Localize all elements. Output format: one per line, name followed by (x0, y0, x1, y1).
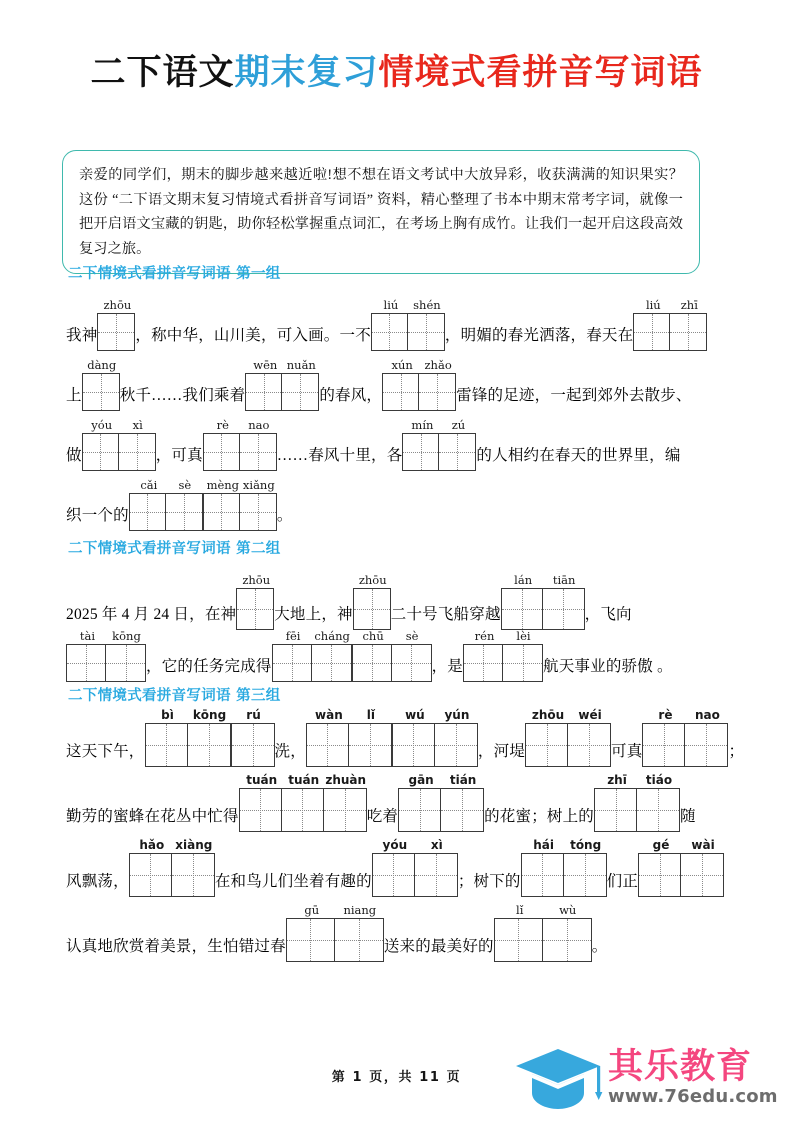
pinyin-answer-group[interactable] (525, 708, 611, 767)
pinyin-label: wēn (253, 358, 278, 372)
pinyin-answer-group[interactable] (82, 358, 120, 411)
tianzige-cell[interactable] (435, 724, 477, 766)
tianzige-cell[interactable] (335, 919, 383, 961)
tianzige-cell[interactable] (415, 854, 457, 896)
pinyin-row (521, 838, 607, 853)
pinyin-label: zhōu (103, 298, 132, 312)
tianzige-boxes[interactable] (353, 588, 391, 630)
sentence-text: 勤劳的蜜蜂在花丛中忙得 (66, 808, 239, 825)
pinyin-label: lán (514, 573, 533, 587)
tianzige-cell[interactable] (172, 854, 214, 896)
pinyin-answer-group[interactable] (239, 773, 367, 832)
pinyin-label: rè (658, 708, 673, 722)
worksheet-line (66, 629, 746, 682)
pinyin-answer-group[interactable] (392, 708, 478, 767)
pinyin-label: yóu (382, 838, 408, 852)
tianzige-cell[interactable] (543, 589, 584, 629)
tianzige-cell[interactable] (188, 724, 230, 766)
pinyin-row (352, 629, 432, 644)
pinyin-row (82, 358, 120, 373)
pinyin-label: niang (343, 903, 377, 917)
tianzige-boxes[interactable] (372, 853, 458, 897)
tianzige-cell[interactable] (98, 314, 134, 350)
tianzige-boxes[interactable] (402, 433, 476, 471)
pinyin-label: xì (430, 838, 443, 852)
pinyin-answer-group[interactable] (398, 773, 484, 832)
sentence-text: 吃着 (366, 808, 399, 825)
pinyin-row (245, 358, 319, 373)
tianzige-boxes[interactable] (239, 788, 367, 832)
pinyin-answer-group[interactable] (521, 838, 607, 897)
sentence-text: 上 (66, 387, 82, 404)
tianzige-boxes[interactable] (286, 918, 384, 962)
tianzige-cell[interactable] (643, 724, 685, 766)
tianzige-cell[interactable] (354, 589, 390, 629)
pinyin-label: cháng (314, 629, 350, 643)
pinyin-answer-group[interactable] (203, 478, 277, 531)
pinyin-row (66, 629, 146, 644)
tianzige-cell[interactable] (543, 919, 591, 961)
tianzige-boxes[interactable] (638, 853, 724, 897)
pinyin-row (392, 708, 478, 723)
pinyin-label: liú (645, 298, 661, 312)
pinyin-label: sè (178, 478, 192, 492)
pinyin-label: mín (411, 418, 434, 432)
tianzige-cell[interactable] (106, 645, 145, 681)
tianzige-boxes[interactable] (245, 373, 319, 411)
pinyin-label: tiān (552, 573, 576, 587)
pinyin-label: zhōu (531, 708, 565, 722)
tianzige-boxes[interactable] (494, 918, 592, 962)
tianzige-cell[interactable] (399, 789, 441, 831)
sentence-text: 这天下午， (66, 743, 145, 760)
tianzige-cell[interactable] (282, 789, 324, 831)
pinyin-answer-group[interactable] (501, 573, 585, 630)
pinyin-label: tián (449, 773, 477, 787)
sentence-text: 在和鸟儿们坐着有趣的 (214, 873, 372, 890)
pinyin-row (633, 298, 707, 313)
tianzige-cell[interactable] (353, 645, 392, 681)
title-segment-2: 期末复习 (234, 53, 379, 93)
tianzige-cell[interactable] (307, 724, 349, 766)
tianzige-boxes[interactable] (66, 644, 146, 682)
sentence-text: 做 (66, 447, 82, 464)
sentence-text: 洗， (274, 743, 306, 760)
pinyin-row (382, 358, 456, 373)
sentence-text: 的人相约在春天的世界里，编 (476, 447, 681, 464)
pinyin-label: gān (408, 773, 434, 787)
sentence-text: 。 (591, 938, 608, 955)
pinyin-label: liú (383, 298, 399, 312)
pinyin-answer-group[interactable] (371, 298, 445, 351)
tianzige-cell[interactable] (349, 724, 391, 766)
tianzige-boxes[interactable] (392, 723, 478, 767)
pinyin-label: gé (652, 838, 670, 852)
pinyin-answer-group[interactable] (66, 629, 146, 682)
sentence-text: 大地上，神 (274, 606, 353, 623)
tianzige-cell[interactable] (240, 789, 282, 831)
pinyin-label: chū (362, 629, 384, 643)
pinyin-label: zhī (680, 298, 698, 312)
tianzige-boxes[interactable] (203, 493, 277, 531)
pinyin-label: yún (444, 708, 470, 722)
tianzige-boxes[interactable] (501, 588, 585, 630)
tianzige-cell[interactable] (495, 919, 543, 961)
sentence-text: 。 (276, 507, 293, 524)
pinyin-label: nao (694, 708, 720, 722)
pinyin-answer-group[interactable] (402, 418, 476, 471)
pinyin-label: zhuàn (325, 773, 367, 787)
intro-callout (62, 150, 700, 274)
pinyin-answer-group[interactable] (382, 358, 456, 411)
pinyin-row (272, 629, 352, 644)
tianzige-boxes[interactable] (371, 313, 445, 351)
tianzige-boxes[interactable] (306, 723, 392, 767)
tianzige-boxes[interactable] (145, 723, 231, 767)
tianzige-cell[interactable] (634, 314, 670, 350)
tianzige-cell[interactable] (246, 374, 282, 410)
pinyin-row (372, 838, 458, 853)
sentence-text: 认真地欣赏着美景，生怕错过春 (66, 938, 286, 955)
pinyin-answer-group[interactable] (353, 573, 391, 630)
sentence-text: 可真 (611, 743, 643, 760)
pinyin-row (501, 573, 585, 588)
sentence-text: 送来的最美好的 (383, 938, 494, 955)
tianzige-cell[interactable] (503, 645, 542, 681)
pinyin-row (286, 903, 384, 918)
pinyin-row (402, 418, 476, 433)
tianzige-cell[interactable] (130, 854, 172, 896)
pinyin-label: lǐ (516, 903, 524, 917)
pinyin-answer-group[interactable] (129, 838, 215, 897)
tianzige-cell[interactable] (237, 589, 273, 629)
tianzige-boxes[interactable] (82, 373, 120, 411)
pinyin-answer-group[interactable] (272, 629, 352, 682)
sentence-text: 我神 (66, 327, 98, 344)
pinyin-answer-group[interactable] (642, 708, 728, 767)
pinyin-label: mèng (206, 478, 240, 492)
tianzige-cell[interactable] (287, 919, 335, 961)
worksheet-line (66, 903, 746, 962)
sentence-text: 们正 (606, 873, 639, 890)
tianzige-boxes[interactable] (352, 644, 432, 682)
pinyin-label: zhōu (358, 573, 387, 587)
pinyin-label: rú (246, 708, 261, 722)
pinyin-label: zhǎo (424, 358, 452, 372)
logo-text-block (608, 1048, 778, 1108)
pinyin-label: wài (691, 838, 715, 852)
tianzige-cell[interactable] (564, 854, 606, 896)
title-segment-3: 情境式看拼音写词语 (378, 53, 703, 93)
tianzige-cell[interactable] (282, 374, 318, 410)
tianzige-cell[interactable] (568, 724, 610, 766)
pinyin-label: cǎi (140, 478, 158, 492)
pinyin-label: tuán (288, 773, 320, 787)
logo-brand-name: 其乐教育 (608, 1047, 753, 1087)
pinyin-label: zú (451, 418, 466, 432)
pinyin-label: wéi (578, 708, 602, 722)
pinyin-label: xiàng (175, 838, 213, 852)
pinyin-row (129, 838, 215, 853)
page-title (0, 0, 793, 96)
tianzige-cell[interactable] (439, 434, 475, 470)
pinyin-label: wàn (315, 708, 343, 722)
worksheet-line (66, 708, 746, 767)
tianzige-cell[interactable] (637, 789, 679, 831)
pinyin-label: tài (79, 629, 96, 643)
tianzige-boxes[interactable] (97, 313, 135, 351)
tianzige-cell[interactable] (166, 494, 202, 530)
pinyin-row (203, 478, 277, 493)
worksheet-line (66, 418, 746, 471)
pinyin-row (82, 418, 156, 433)
sentence-text: 风飘荡， (66, 873, 129, 890)
sentence-text: 2025 年 4 月 24 日，在神 (66, 606, 237, 623)
tianzige-boxes[interactable] (82, 433, 156, 471)
sentence-text: ，河堤 (477, 743, 526, 760)
pinyin-label: tuán (246, 773, 278, 787)
sentence-text: 的春风， (319, 387, 383, 404)
tianzige-cell[interactable] (240, 434, 276, 470)
tianzige-cell[interactable] (670, 314, 706, 350)
page-number-footer: 第 1 页，共 11 页 (331, 1070, 462, 1085)
tianzige-cell[interactable] (464, 645, 503, 681)
pinyin-label: wú (405, 708, 425, 722)
tianzige-cell[interactable] (502, 589, 543, 629)
tianzige-cell[interactable] (373, 854, 415, 896)
pinyin-label: rè (216, 418, 229, 432)
worksheet-line (66, 838, 746, 897)
pinyin-answer-group[interactable] (372, 838, 458, 897)
tianzige-cell[interactable] (83, 374, 119, 410)
sentence-text: ，飞向 (584, 606, 632, 623)
tianzige-cell[interactable] (312, 645, 351, 681)
sentence-text: 秋千……我们乘着 (119, 387, 246, 404)
pinyin-row (97, 298, 135, 313)
sentence-text: 航天事业的骄傲 。 (543, 658, 673, 675)
pinyin-answer-group[interactable] (352, 629, 432, 682)
tianzige-cell[interactable] (324, 789, 366, 831)
pinyin-label: shén (413, 298, 441, 312)
pinyin-label: zhōu (242, 573, 271, 587)
pinyin-answer-group[interactable] (236, 573, 274, 630)
tianzige-boxes[interactable] (272, 644, 352, 682)
pinyin-label: wù (559, 903, 577, 917)
pinyin-row (236, 573, 274, 588)
pinyin-label: bì (161, 708, 174, 722)
tianzige-boxes[interactable] (525, 723, 611, 767)
pinyin-label: tóng (570, 838, 602, 852)
pinyin-answer-group[interactable] (306, 708, 392, 767)
pinyin-row (306, 708, 392, 723)
tianzige-cell[interactable] (685, 724, 727, 766)
sentence-text: ，称中华，山川美，可入画。一不 (135, 327, 371, 344)
pinyin-row (594, 773, 680, 788)
pinyin-label: xiǎng (242, 478, 275, 492)
tianzige-cell[interactable] (639, 854, 681, 896)
tianzige-boxes[interactable] (203, 433, 277, 471)
tianzige-boxes[interactable] (231, 723, 275, 767)
tianzige-boxes[interactable] (594, 788, 680, 832)
tianzige-cell[interactable] (393, 724, 435, 766)
tianzige-cell[interactable] (392, 645, 431, 681)
pinyin-label: rén (474, 629, 495, 643)
tianzige-boxes[interactable] (236, 588, 274, 630)
pinyin-label: zhī (607, 773, 627, 787)
tianzige-cell[interactable] (526, 724, 568, 766)
section-header-group3: 二下情境式看拼音写词语 第三组 (68, 688, 281, 704)
tianzige-cell[interactable] (408, 314, 444, 350)
tianzige-boxes[interactable] (398, 788, 484, 832)
pinyin-label: lèi (516, 629, 531, 643)
tianzige-boxes[interactable] (382, 373, 456, 411)
tianzige-cell[interactable] (204, 434, 240, 470)
sentence-text: 织一个的 (66, 507, 129, 524)
tianzige-cell[interactable] (67, 645, 106, 681)
pinyin-answer-group[interactable] (594, 773, 680, 832)
tianzige-cell[interactable] (119, 434, 155, 470)
tianzige-cell[interactable] (441, 789, 483, 831)
tianzige-cell[interactable] (522, 854, 564, 896)
sentence-text: 二十号飞船穿越 (390, 606, 501, 623)
pinyin-label: xún (391, 358, 413, 372)
tianzige-cell[interactable] (681, 854, 723, 896)
intro-text: 亲爱的同学们，期末的脚步越来越近啦!想不想在语文考试中大放异彩，收获满满的知识果实？这份 “二下语文期末复习情境式看拼音写词语” 资料，精心整理了书本中期末常考字词，就像一把开启语文宝藏的钥匙，助你轻松掌握重点词汇，在考场上胸有成竹。让我们一起开启这段高效复习之旅。 (79, 167, 683, 257)
pinyin-label: fēi (285, 629, 301, 643)
sentence-text: ，是 (431, 658, 464, 675)
tianzige-cell[interactable] (232, 724, 274, 766)
tianzige-cell[interactable] (383, 374, 419, 410)
graduation-cap-icon (512, 1043, 604, 1113)
pinyin-label: lǐ (366, 708, 376, 722)
pinyin-label: nao (248, 418, 270, 432)
tianzige-cell[interactable] (130, 494, 166, 530)
pinyin-answer-group[interactable] (286, 903, 384, 962)
tianzige-cell[interactable] (204, 494, 240, 530)
tianzige-cell[interactable] (240, 494, 276, 530)
pinyin-row (145, 708, 231, 723)
pinyin-label: dàng (87, 358, 117, 372)
pinyin-answer-group[interactable] (97, 298, 135, 351)
pinyin-label: hǎo (139, 838, 165, 852)
sentence-text: 雷锋的足迹，一起到郊外去散步、 (456, 387, 692, 404)
pinyin-label: gū (304, 903, 320, 917)
pinyin-label: yóu (91, 418, 113, 432)
pinyin-label: sè (405, 629, 419, 643)
tianzige-cell[interactable] (419, 374, 455, 410)
pinyin-answer-group[interactable] (129, 478, 203, 531)
tianzige-boxes[interactable] (633, 313, 707, 351)
pinyin-answer-group[interactable] (463, 629, 543, 682)
pinyin-answer-group[interactable] (231, 708, 275, 767)
worksheet-line (66, 773, 746, 832)
pinyin-row (463, 629, 543, 644)
tianzige-cell[interactable] (83, 434, 119, 470)
tianzige-cell[interactable] (146, 724, 188, 766)
sentence-text: 的花蜜；树上的 (484, 808, 595, 825)
pinyin-row (494, 903, 592, 918)
pinyin-row (203, 418, 277, 433)
pinyin-row (239, 773, 367, 788)
pinyin-row (353, 573, 391, 588)
pinyin-label: xì (132, 418, 143, 432)
pinyin-row (398, 773, 484, 788)
pinyin-label: kōng (112, 629, 141, 643)
pinyin-label: kōng (192, 708, 227, 722)
pinyin-answer-group[interactable] (145, 708, 231, 767)
title-segment-1: 二下语文 (90, 53, 235, 93)
worksheet-line (66, 478, 746, 531)
sentence-text: ，它的任务完成得 (146, 658, 272, 675)
tianzige-cell[interactable] (372, 314, 408, 350)
brand-logo (512, 1040, 780, 1116)
worksheet-line (66, 573, 746, 630)
tianzige-cell[interactable] (273, 645, 312, 681)
pinyin-answer-group[interactable] (633, 298, 707, 351)
pinyin-row (129, 478, 203, 493)
pinyin-answer-group[interactable] (494, 903, 592, 962)
pinyin-row (371, 298, 445, 313)
sentence-text: ；树下的 (457, 873, 521, 890)
section-header-group1: 二下情境式看拼音写词语 第一组 (68, 266, 281, 282)
sentence-text: 随 (680, 808, 696, 825)
tianzige-boxes[interactable] (463, 644, 543, 682)
worksheet-line (66, 358, 746, 411)
worksheet-line (66, 298, 746, 351)
logo-website-url: www.76edu.com (608, 1086, 778, 1107)
pinyin-answer-group[interactable] (638, 838, 724, 897)
pinyin-label: nuǎn (286, 358, 316, 372)
tianzige-cell[interactable] (595, 789, 637, 831)
pinyin-row (525, 708, 611, 723)
sentence-text: ； (728, 743, 745, 760)
pinyin-label: hái (533, 838, 555, 852)
section-header-group2: 二下情境式看拼音写词语 第二组 (68, 541, 281, 557)
tianzige-cell[interactable] (403, 434, 439, 470)
pinyin-answer-group[interactable] (245, 358, 319, 411)
pinyin-label: tiáo (645, 773, 673, 787)
sentence-text: ，明媚的春光洒落，春天在 (444, 327, 634, 344)
pinyin-answer-group[interactable] (203, 418, 277, 471)
sentence-text: ……春风十里，各 (276, 447, 403, 464)
sentence-text: ，可真 (155, 447, 203, 464)
tianzige-boxes[interactable] (129, 853, 215, 897)
pinyin-row (642, 708, 728, 723)
tianzige-boxes[interactable] (521, 853, 607, 897)
pinyin-answer-group[interactable] (82, 418, 156, 471)
pinyin-row (638, 838, 724, 853)
tianzige-boxes[interactable] (642, 723, 728, 767)
pinyin-row (231, 708, 275, 723)
tianzige-boxes[interactable] (129, 493, 203, 531)
